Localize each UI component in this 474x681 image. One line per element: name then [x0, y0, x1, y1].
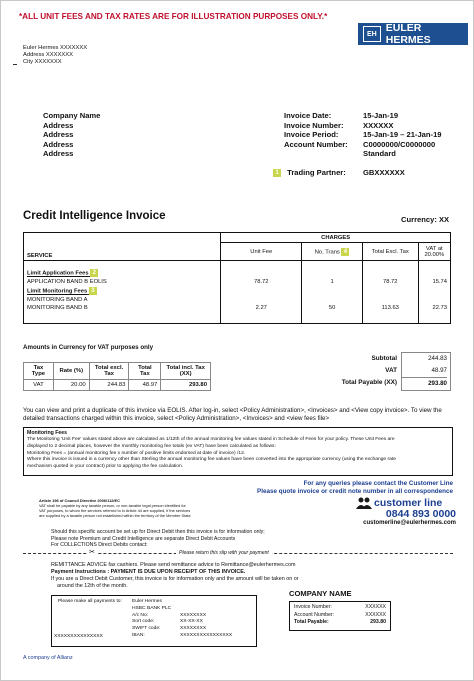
meta-value: XXXXXX — [363, 120, 394, 130]
bank-value: XXXXXXXX — [180, 612, 207, 618]
slip-row — [294, 619, 386, 627]
table-row — [24, 380, 211, 391]
section-application-fees — [24, 261, 221, 279]
table-row — [24, 304, 451, 324]
col-no-trans-label: No. Trans — [314, 249, 340, 256]
recipient-line: City XXXXXXX — [23, 59, 62, 66]
col-vat: VAT at 20.00% — [418, 243, 450, 261]
monitoring-fees-title: Monitoring Fees — [27, 430, 68, 436]
section-monitoring-fees — [24, 286, 221, 296]
eolis-note: You can view and print a duplicate of this invoice via EOLIS. After log-in, select <Policy Administration>, <Invoices> and <View copy invoice>. To view the detailed transactions charged within this invoice, select <Policy Administration>, <Invoices> and <view fees file> — [23, 407, 442, 422]
callout-number: 4 — [341, 248, 349, 256]
monitoring-line: The Monitoring 'Unit Fee' values stated above are calculated as 1/12th of the annual monitoring fee values stated in Schedule of Fees for your policy. These Unit Fees are — [27, 437, 395, 442]
vat-cell: 48.97 — [129, 380, 161, 391]
bank-label: SWIFT code: — [132, 626, 161, 632]
charges-table — [23, 232, 451, 324]
company-address: Address — [43, 149, 74, 159]
bank-details-panel — [51, 595, 257, 647]
meta-value: 15-Jan-19 — [363, 111, 399, 120]
vat-value: 48.97 — [431, 367, 447, 374]
company-address: Address — [43, 139, 74, 149]
currency: Currency: XX — [401, 215, 450, 224]
company-name: Company Name — [43, 111, 101, 120]
vat-col-header: Rate (%) — [53, 363, 89, 380]
bank-label: IBAN: — [132, 632, 145, 638]
bank-value: XXXXXXXX — [180, 626, 207, 632]
vat-cell: 293.80 — [161, 380, 211, 391]
eh-mark-icon: EH — [363, 26, 381, 42]
vat-cell: 15.74 — [432, 279, 447, 285]
debit-line: For COLLECTIONS Direct Debits contact: — [51, 542, 148, 549]
service-cell: MONITORING BAND A — [24, 296, 221, 304]
slip-value: 293.80 — [370, 619, 386, 625]
slip-summary-panel — [289, 601, 391, 631]
col-service: SERVICE — [24, 233, 221, 261]
subtotal-label: Subtotal — [371, 355, 397, 362]
remittance-line: If you are a Direct Debit Customer, this invoice is for information only and the amount will be taken on or — [51, 575, 299, 582]
remittance-block — [51, 562, 299, 590]
company-block — [43, 111, 100, 159]
slip-label: Total Payable: — [294, 619, 329, 625]
recipient-line: Euler Hermes XXXXXXX — [23, 45, 88, 51]
meta-label: Invoice Date: — [284, 111, 332, 120]
debit-line: Should this specific account be set up for Direct Debit then this invoice is for information only; — [51, 529, 265, 535]
meta-value: C0000000/C0000000 — [363, 139, 436, 149]
trans-cell: 50 — [302, 304, 363, 324]
monitoring-line: Where this invoice is issued in a currency other than Sterling the annual monitoring fee values have been converted into the appropriate currency (using the exchange rate — [27, 457, 396, 463]
subtotal-value: 244.83 — [428, 355, 447, 362]
vat-label: VAT — [385, 367, 397, 374]
totals-values — [401, 352, 451, 391]
vat-col-header: Tax Type — [24, 363, 54, 380]
return-slip-note: Please return this slip with your payment — [176, 550, 272, 556]
make-payable-label: Please make all payments to: — [58, 599, 122, 604]
bank-name: Euler Hermes — [132, 599, 162, 604]
callout-number: 2 — [90, 269, 98, 277]
col-no-trans — [302, 243, 363, 261]
payment-instructions: Payment Instructions : PAYMENT IS DUE UPON RECEIPT OF THIS INVOICE. — [51, 568, 246, 575]
section-label: Limit Monitoring Fees — [27, 288, 88, 295]
col-total-excl: Total Excl. Tax — [362, 243, 418, 261]
slip-value: XXXXXX — [365, 611, 386, 618]
customer-line-phone: 0844 893 0000 — [385, 508, 456, 520]
charges-group-header: CHARGES — [221, 233, 451, 243]
total-cell: 113.63 — [362, 304, 418, 324]
monitoring-line: displayed to 2 decimal places, however the monthly monitoring fee totals (ex VAT) have been calculated as follows: — [27, 443, 276, 449]
monitoring-fees-panel — [23, 427, 453, 476]
legal-line: Article 196 of Council Directive 2006/112/EC — [39, 498, 120, 503]
slip-label: Invoice Number: — [294, 604, 332, 610]
service-cell: APPLICATION BAND B EOLIS — [24, 278, 221, 286]
trading-partner — [273, 168, 346, 178]
bank-value: XX-XX-XX — [180, 619, 203, 625]
direct-debit-note — [51, 529, 265, 549]
bank-label: A/c No: — [132, 612, 149, 618]
meta-value: 15-Jan-19 – 21-Jan-19 — [363, 130, 442, 140]
total-cell: 78.72 — [362, 278, 418, 286]
service-cell: MONITORING BAND B — [24, 304, 221, 324]
remittance-line: around the 12th of the month. — [57, 582, 128, 589]
slip-value: XXXXXX — [365, 604, 386, 610]
illustration-banner: *ALL UNIT FEES AND TAX RATES ARE FOR ILLUSTRATION PURPOSES ONLY.* — [19, 12, 328, 21]
vat-col-header: Total incl. Tax (XX) — [161, 363, 211, 380]
legal-line: VAT purposes, to whom the services referred to in Article 44 are supplied, if the services — [39, 508, 191, 513]
totals-labels — [301, 353, 397, 389]
slip-company-name: COMPANY NAME — [289, 589, 352, 598]
section-label: Limit Application Fees — [27, 270, 89, 277]
fold-mark — [13, 64, 17, 65]
vat-section-title: Amounts in Currency for VAT purposes only — [23, 344, 154, 351]
total-payable-label: Total Payable (XX) — [341, 379, 397, 386]
vat-cell: VAT — [24, 380, 54, 391]
trading-partner-label: Trading Partner: — [287, 168, 346, 177]
bank-branch: HSBC BANK PLC — [132, 605, 172, 611]
people-icon — [356, 497, 372, 509]
queries-note — [201, 480, 453, 496]
remittance-line: REMITTANCE ADVICE fax cashiers. Please send remittance advice to Remittance@eulerhermes.com — [51, 562, 296, 568]
trans-cell: 1 — [302, 278, 363, 286]
vat-col-header: Total excl. Tax — [89, 363, 129, 380]
invoice-meta-values — [363, 111, 473, 159]
slip-row — [294, 604, 386, 612]
trading-partner-value: GBXXXXXX — [363, 168, 405, 177]
meta-label: Invoice Number: — [284, 120, 344, 130]
meta-label: Invoice Period: — [284, 130, 339, 140]
bank-values — [180, 613, 232, 640]
euler-hermes-logo — [358, 23, 468, 45]
callout-number: 3 — [89, 287, 97, 295]
debit-line: Please note Premium and Credit Intelligence are separate Direct Debit Accounts — [51, 535, 236, 542]
col-unit-fee: Unit Fee — [221, 243, 302, 261]
table-row — [24, 278, 451, 286]
scissors-icon: ✂ — [89, 549, 95, 556]
company-address: Address — [43, 120, 74, 130]
recipient-address — [23, 45, 87, 67]
meta-label: Account Number: — [284, 139, 348, 149]
monitoring-line: mechanism quoted in your contract) prior to applying the fee calculation. — [27, 464, 184, 470]
queries-line: Please quote invoice or credit note number in all correspondence — [257, 488, 453, 496]
queries-line: For any queries please contact the Customer Line — [303, 480, 453, 487]
total-payable-value: 293.80 — [402, 377, 447, 390]
unit-fee-cell: 2.27 — [221, 304, 302, 324]
allianz-footer: A company of Allianz — [23, 655, 73, 661]
legal-line: VAT shall be payable by any taxable person, or non-taxable legal person identified for — [39, 503, 186, 508]
vat-cell: 20.00 — [53, 380, 89, 391]
meta-value: Standard — [363, 149, 396, 159]
unit-fee-cell: 78.72 — [221, 278, 302, 286]
legal-line: are supplied by a taxable person not established within the territory of the Member State — [39, 513, 191, 518]
vat-col-header: Total Tax — [129, 363, 161, 380]
company-address: Address — [43, 130, 74, 140]
slip-row — [294, 612, 386, 620]
vat-cell: 22.73 — [432, 305, 447, 311]
monitoring-line: Monitoring Fees = (annual monitoring fee x number of positive limits endorsed at date of invoice) /12. — [27, 450, 246, 456]
customer-line-block — [356, 497, 456, 526]
vat-amounts-table — [23, 362, 211, 391]
bank-labels — [132, 599, 171, 640]
legal-article — [39, 498, 239, 518]
vat-cell: 244.83 — [89, 380, 129, 391]
bank-value: XXXXXXXXXXXXXXXX — [180, 632, 233, 638]
callout-number: 1 — [273, 169, 281, 177]
logo-text: EULER HERMES — [385, 22, 431, 46]
customer-line-email[interactable]: customerline@eulerhermes.com — [363, 520, 456, 526]
recipient-line: Address XXXXXXX — [23, 52, 73, 59]
invoice-title: Credit Intelligence Invoice — [23, 210, 166, 222]
customer-line-title: customer line — [374, 497, 443, 509]
bank-label: Sort code: — [132, 619, 155, 625]
payee: XXXXXXXXXXXXXXX — [54, 634, 103, 639]
slip-label: Account Number: — [294, 611, 335, 618]
